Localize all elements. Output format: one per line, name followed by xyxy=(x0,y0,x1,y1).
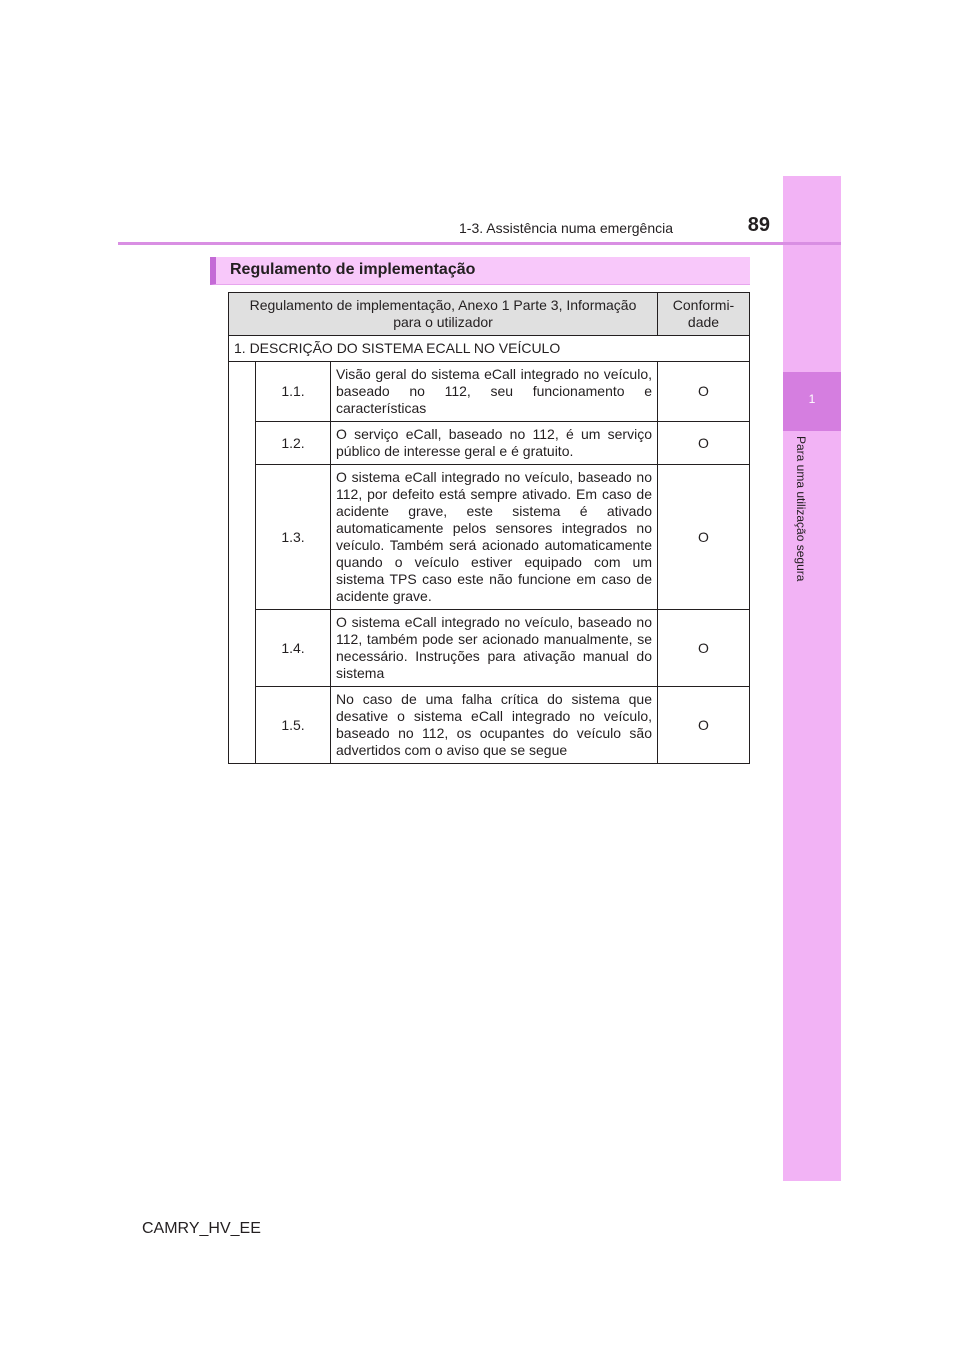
table-row-conformity: O xyxy=(658,687,750,764)
table-row-number: 1.5. xyxy=(256,687,331,764)
table-header-conformity: Conformi-dade xyxy=(658,293,750,336)
table-row-text: Visão geral do sistema eCall integrado no veículo, baseado no 112, seu funcionamento e características xyxy=(331,362,658,422)
header-rule xyxy=(118,242,841,245)
table-group-label: 1. DESCRIÇÃO DO SISTEMA ECALL NO VEÍCULO xyxy=(229,336,750,362)
regulation-table xyxy=(228,292,750,764)
chapter-title: Para uma utilização segura xyxy=(794,436,808,582)
chapter-number: 1 xyxy=(808,392,816,406)
header-section-title: 1-3. Assistência numa emergência xyxy=(459,220,673,236)
table-row-conformity: O xyxy=(658,422,750,465)
table-row-text: O sistema eCall integrado no veículo, baseado no 112, por defeito está sempre ativado. Em caso de acidente grave, este sistema é ativado automaticamente pelos sensores integrados no veículo. Também será acionado automaticamente quando o veículo estiver equipado com um sistema TPS caso este não funcione em caso de acidente grave. xyxy=(331,465,658,610)
table-row xyxy=(229,422,750,465)
table-row-text: No caso de uma falha crítica do sistema que desative o sistema eCall integrado no veículo, baseado no 112, os ocupantes do veículo são advertidos com o aviso que se segue xyxy=(331,687,658,764)
table-header-regulation: Regulamento de implementação, Anexo 1 Parte 3, Informação para o utilizador xyxy=(229,293,658,336)
table-row-conformity: O xyxy=(658,610,750,687)
table-row xyxy=(229,465,750,610)
table-row-conformity: O xyxy=(658,362,750,422)
table-row-number: 1.3. xyxy=(256,465,331,610)
table-row-text: O serviço eCall, baseado no 112, é um serviço público de interesse geral e é gratuito. xyxy=(331,422,658,465)
section-title-bar xyxy=(210,257,750,285)
table-header-row xyxy=(229,293,750,336)
chapter-side-tab xyxy=(783,176,841,1181)
table-row-number: 1.4. xyxy=(256,610,331,687)
table-row xyxy=(229,362,750,422)
table-row-text: O sistema eCall integrado no veículo, baseado no 112, também pode ser acionado manualmente, se necessário. Instruções para ativação manual do sistema xyxy=(331,610,658,687)
table-indent-cell xyxy=(229,362,256,764)
table-row-conformity: O xyxy=(658,465,750,610)
table-row-number: 1.2. xyxy=(256,422,331,465)
section-title: Regulamento de implementação xyxy=(230,261,476,278)
footer-model-code: CAMRY_HV_EE xyxy=(142,1220,261,1237)
table-row-number: 1.1. xyxy=(256,362,331,422)
table-row xyxy=(229,687,750,764)
page-number: 89 xyxy=(747,214,770,236)
table-group-row xyxy=(229,336,750,362)
table-row xyxy=(229,610,750,687)
